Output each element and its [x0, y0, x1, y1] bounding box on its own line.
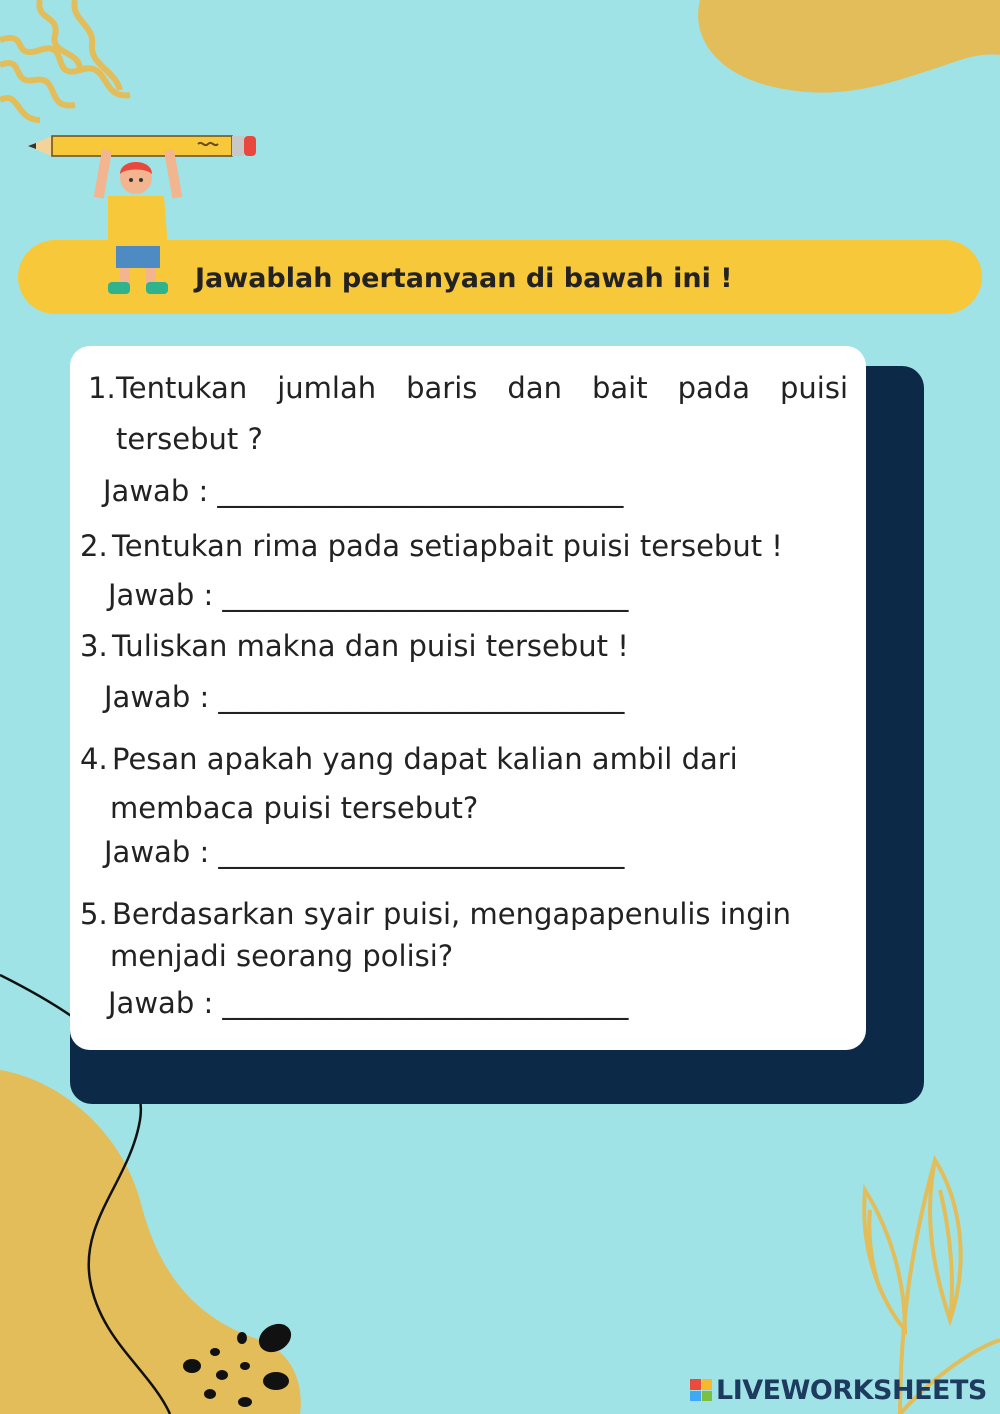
question-5-answer-field[interactable]: Jawab : ____________________________ — [108, 986, 629, 1020]
question-1-answer-field[interactable]: Jawab : ____________________________ — [103, 474, 624, 508]
question-1-number: 1. — [88, 371, 116, 405]
question-4-text-continued: membaca puisi tersebut? — [110, 791, 479, 825]
question-1-text: Tentukan jumlah baris dan bait pada puisi — [116, 371, 848, 405]
liveworksheets-logo-icon — [690, 1379, 712, 1401]
top-right-blob — [698, 0, 1000, 93]
question-2-number: 2. — [80, 529, 108, 563]
bottom-left-blob — [0, 1070, 301, 1414]
question-5-number: 5. — [80, 897, 108, 931]
liveworksheets-logo-text: LIVEWORKSHEETS — [716, 1374, 987, 1406]
question-4-answer-field[interactable]: Jawab : ____________________________ — [104, 835, 625, 869]
question-2-answer-field[interactable]: Jawab : ____________________________ — [108, 578, 629, 612]
question-1-text-continued: tersebut ? — [116, 422, 263, 456]
question-2-text: Tentukan rima pada setiapbait puisi tersebut ! — [112, 529, 783, 563]
question-3-text: Tuliskan makna dan puisi tersebut ! — [112, 629, 629, 663]
question-5-text: Berdasarkan syair puisi, mengapapenulis ingin — [112, 897, 792, 931]
question-3-answer-field[interactable]: Jawab : ____________________________ — [104, 680, 625, 714]
page-title: Jawablah pertanyaan di bawah ini ! — [195, 263, 733, 294]
question-5-text-continued: menjadi seorang polisi? — [110, 939, 454, 973]
question-4-number: 4. — [80, 742, 108, 776]
black-dots — [183, 1318, 296, 1407]
liveworksheets-logo[interactable] — [690, 1373, 987, 1407]
question-4-text: Pesan apakah yang dapat kalian ambil dari — [112, 742, 738, 776]
top-left-wave-lines — [0, 0, 130, 120]
question-3-number: 3. — [80, 629, 108, 663]
